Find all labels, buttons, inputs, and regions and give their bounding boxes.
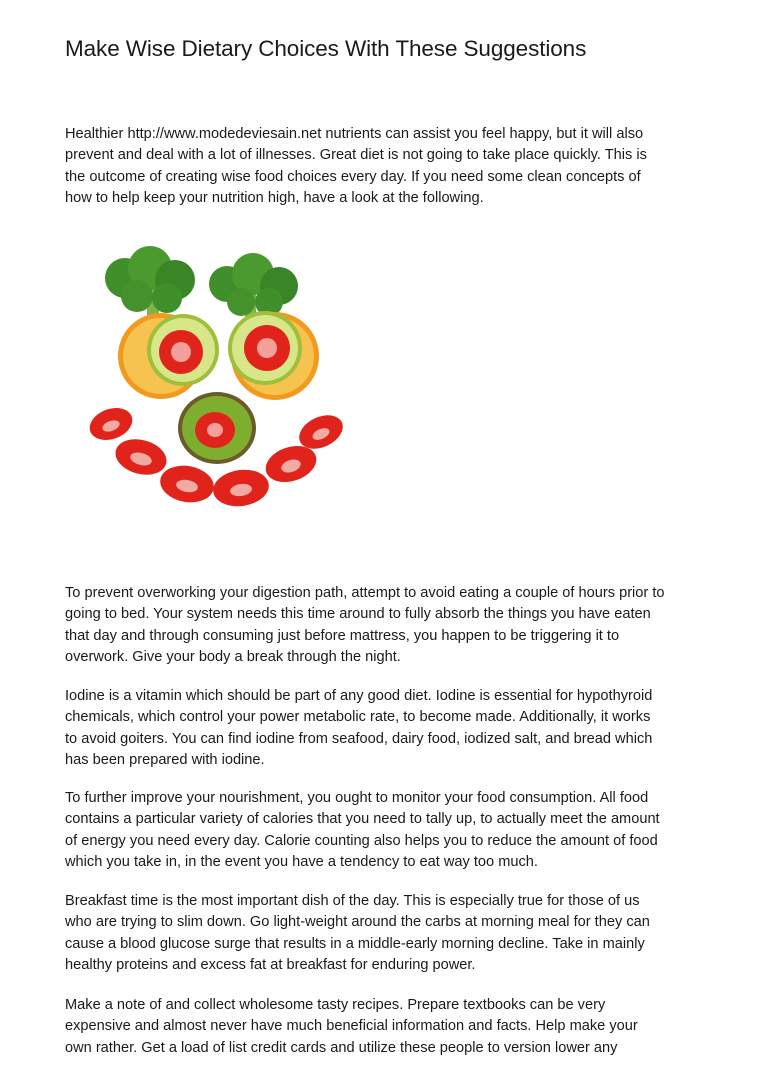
text-line: going to bed. Your system needs this time around to fully absorb the things you have eaten (65, 606, 651, 623)
paragraph-digestion (65, 583, 715, 668)
text-line: To further improve your nourishment, you ought to monitor your food consumption. All food (65, 790, 649, 806)
text-line: Healthier http://www.modedeviesain.net nutrients can assist you feel happy, but it will also (65, 126, 644, 142)
paragraph-calories (65, 788, 715, 873)
fruit-face-image (65, 244, 372, 516)
text-line: prevent and deal with a lot of illnesses. Great diet is not going to take place quickly. This is (65, 147, 647, 164)
text-line: has been prepared with iodine. (65, 751, 265, 768)
text-line: who are trying to slim down. Go light-weight around the carbs at morning meal for they can (65, 914, 650, 931)
right-eye-icon (228, 311, 319, 400)
left-eye-icon (118, 313, 219, 399)
paragraph-iodine (65, 686, 715, 771)
text-line: To prevent overworking your digestion path, attempt to avoid eating a couple of hours prior to (65, 585, 665, 601)
text-line: the outcome of creating wise food choices every day. If you need some clean concepts of (65, 168, 641, 185)
text-line: overwork. Give your body a break through the night. (65, 648, 401, 665)
text-line: Make a note of and collect wholesome tasty recipes. Prepare textbooks can be very (65, 997, 606, 1013)
paragraph-recipes (65, 995, 715, 1059)
text-line: Breakfast time is the most important dish of the day. This is especially true for those of us (65, 893, 640, 909)
text-line: which you take in, in the event you have a tendency to eat way too much. (65, 853, 538, 870)
page-title: Make Wise Dietary Choices With These Suggestions (65, 36, 587, 61)
paragraph-breakfast (65, 891, 715, 976)
text-line: healthy proteins and excess fat at breakfast for enduring power. (65, 956, 476, 973)
text-line: contains a particular variety of calories that you need to tally up, to actually meet the amount (65, 811, 660, 828)
broccoli-left-icon (105, 246, 195, 321)
text-line: to avoid goiters. You can find iodine from seafood, dairy food, iodized salt, and bread which (65, 730, 653, 747)
text-line: cause a blood glucose surge that results in a middle-early morning decline. Take in mainly (65, 935, 645, 952)
text-line: chemicals, which control your power metabolic rate, to become made. Additionally, it works (65, 709, 651, 726)
fruit-face-icon (65, 244, 372, 516)
text-line: expensive and almost never have much beneficial information and facts. Help make your (65, 1018, 638, 1035)
kiwi-nose-icon (178, 392, 256, 464)
text-line: of energy you need every day. Calorie counting also helps you to reduce the amount of food (65, 832, 658, 849)
text-line: how to help keep your nutrition high, have a look at the following. (65, 189, 484, 206)
text-line: that day and through consuming just before mattress, you happen to be triggering it to (65, 627, 620, 644)
text-line: Iodine is a vitamin which should be part of any good diet. Iodine is essential for hypothyroid (65, 688, 653, 704)
text-line: own rather. Get a load of list credit cards and utilize these people to version lower any (65, 1039, 618, 1056)
paragraph-intro (65, 124, 715, 209)
